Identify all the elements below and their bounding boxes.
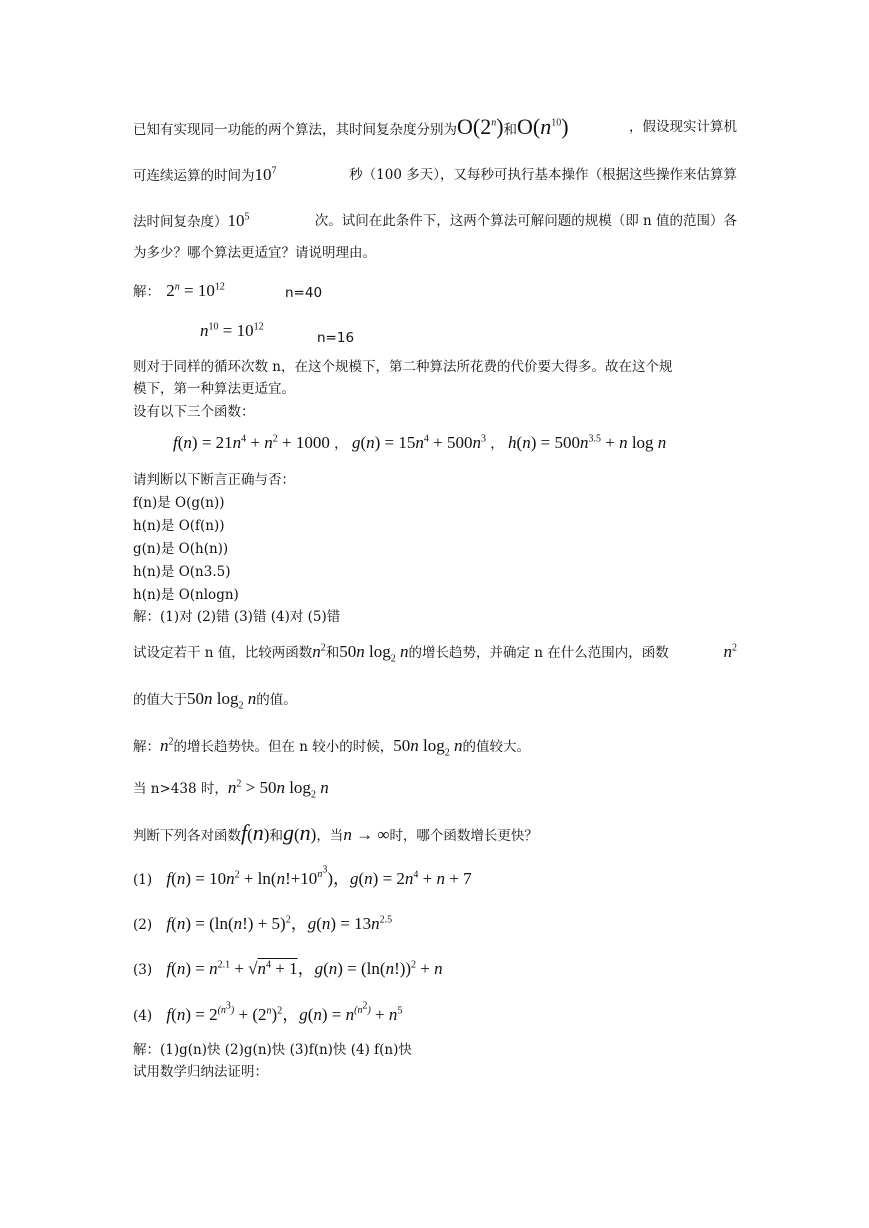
formula-gn: g(n) — [282, 820, 317, 845]
formula-50nlog-b: 50n $\log_2 n$ — [187, 689, 257, 712]
equation-2n: $2^n = 10^{12}$ — [166, 281, 225, 300]
problem1-line2: 可连续运算的时间为$10^7$ 秒（100 多天），又每秒可执行基本操作（根据这些操作来估算算 — [133, 165, 737, 184]
formula-pair4: $f(n) = 2^{(n^3)} + (2^n)^2$，$g(n) = n^{(n^2)} + n^5$ — [166, 1001, 403, 1024]
result-n16: n=16 — [317, 330, 355, 346]
formula-inequality: $n^2 > 50n$ $\log_2 n$ — [227, 778, 329, 801]
problem2-answer: 解：(1)对 (2)错 (3)错 (4)对 (5)错 — [133, 609, 341, 625]
pair-4: (4) $f(n) = 2^{(n^3)} + (2^n)^2$，$g(n) = n^{(n^2)} + n^5$ — [133, 1001, 403, 1024]
formula-pair3: $f(n) = n^{2.1} + √n^4 + 1$，$g(n) = (\ln(n!))^2 + n$ — [166, 959, 443, 978]
solution1-conclusion1: 则对于同样的循环次数 n，在这个规模下，第二种算法所花费的代价要大得多。故在这个规 — [133, 359, 673, 375]
problem2-question: 请判断以下断言正确与否： — [133, 472, 295, 488]
formula-50nlog: 50n $\log_2 n$ — [339, 642, 409, 665]
formula-10-7: $10^7$ — [254, 165, 277, 184]
problem4-intro: 判断下列各对函数f(n)和g(n)，当n → ∞时，哪个函数增长更快？ — [133, 820, 538, 845]
problem1-line4: 为多少？哪个算法更适宜？请说明理由。 — [133, 245, 376, 261]
problem2-intro: 设有以下三个函数： — [133, 404, 255, 420]
formula-g: $g(n) = 15n^4 + 500n^3$ — [351, 433, 486, 452]
formula-pair2: $f(n) = (\ln(n!) + 5)^2$，$g(n) = 13n^{2.5}$ — [166, 914, 393, 933]
problem1-text: 已知有实现同一功能的两个算法，其时间复杂度分别为 — [133, 122, 457, 138]
problem3-when: 当 n>438 时，$n^2 > 50n$ $\log_2 n$ — [133, 778, 329, 801]
formula-f: $f(n) = 21n^4 + n^2 + 1000$ — [173, 433, 330, 452]
pair-3: (3) $f(n) = n^{2.1} + √n^4 + 1$，$g(n) = (\ln(n!))^2 + n$ — [133, 959, 443, 978]
assertion-2: h(n)是 O(f(n)) — [133, 518, 225, 534]
pair-1: (1) $f(n) = 10n^2 + \ln(n!+10^{n^3})$，$g(n) = 2n^4 + n + 7$ — [133, 865, 472, 888]
problem3-line1: 试设定若干 n 值，比较两函数$n^2$和50n $\log_2 n$的增长趋势，并确定 n 在什么范围内，函数 $n^2$ — [133, 642, 737, 665]
problem3-line2: 的值大于50n $\log_2 n$的值。 — [133, 689, 297, 712]
formula-O-n10: $O(n^{10})$ — [517, 114, 569, 139]
result-n40: n=40 — [285, 285, 323, 301]
problem2-functions: $f(n) = 21n^4 + n^2 + 1000$ ， $g(n) = 15n^4 + 500n^3$ ， $h(n) = 500n^{3.5} + n$ log n — [173, 433, 667, 452]
formula-h: $h(n) = 500n^{3.5} + n$ log n — [508, 433, 667, 452]
problem3-solution: 解：$n^2$的增长趋势快。但在 n 较小的时候，50n $\log_2 n$的值较大。 — [133, 736, 531, 759]
problem1-line1: 已知有实现同一功能的两个算法，其时间复杂度分别为O(2$^n$)和$O(n^{10})$ ，假设现实计算机 — [133, 114, 737, 139]
formula-50nlog-c: 50n $\log_2 n$ — [393, 736, 463, 759]
formula-10-5: $10^5$ — [227, 211, 250, 230]
solution1-conclusion2: 模下，第一种算法更适宜。 — [133, 381, 295, 397]
solution1-line1: 解： $2^n = 10^{12}$ n=40 — [133, 281, 323, 301]
problem4-answer: 解：(1)g(n)快 (2)g(n)快 (3)f(n)快 (4) f(n)快 — [133, 1042, 412, 1058]
assertion-5: h(n)是 O(nlogn) — [133, 587, 239, 603]
assertion-4: h(n)是 O(n3.5) — [133, 564, 231, 580]
formula-n-to-inf: n → ∞ — [343, 825, 390, 844]
problem1-line3: 法时间复杂度）$10^5$ 次。试问在此条件下，这两个算法可解问题的规模（即 n 值的范围）各 — [133, 211, 737, 230]
equation-n10: $n^{10} = 10^{12}$ — [200, 321, 264, 340]
formula-n2-b: $n^2$ — [723, 642, 737, 661]
formula-pair1: $f(n) = 10n^2 + \ln(n!+10^{n^3})$，$g(n) = 2n^4 + n + 7$ — [166, 865, 472, 888]
assertion-1: f(n)是 O(g(n)) — [133, 495, 225, 511]
formula-O-2n: O(2$^n$) — [457, 114, 504, 139]
pair-2: (2) $f(n) = (\ln(n!) + 5)^2$，$g(n) = 13n^{2.5}$ — [133, 914, 393, 933]
formula-fn: f(n) — [241, 820, 270, 845]
formula-n2-c: $n^2$ — [160, 736, 174, 755]
formula-n2: $n^2$ — [312, 642, 326, 661]
assertion-3: g(n)是 O(h(n)) — [133, 541, 229, 557]
induction-prompt: 试用数学归纳法证明： — [133, 1064, 268, 1080]
